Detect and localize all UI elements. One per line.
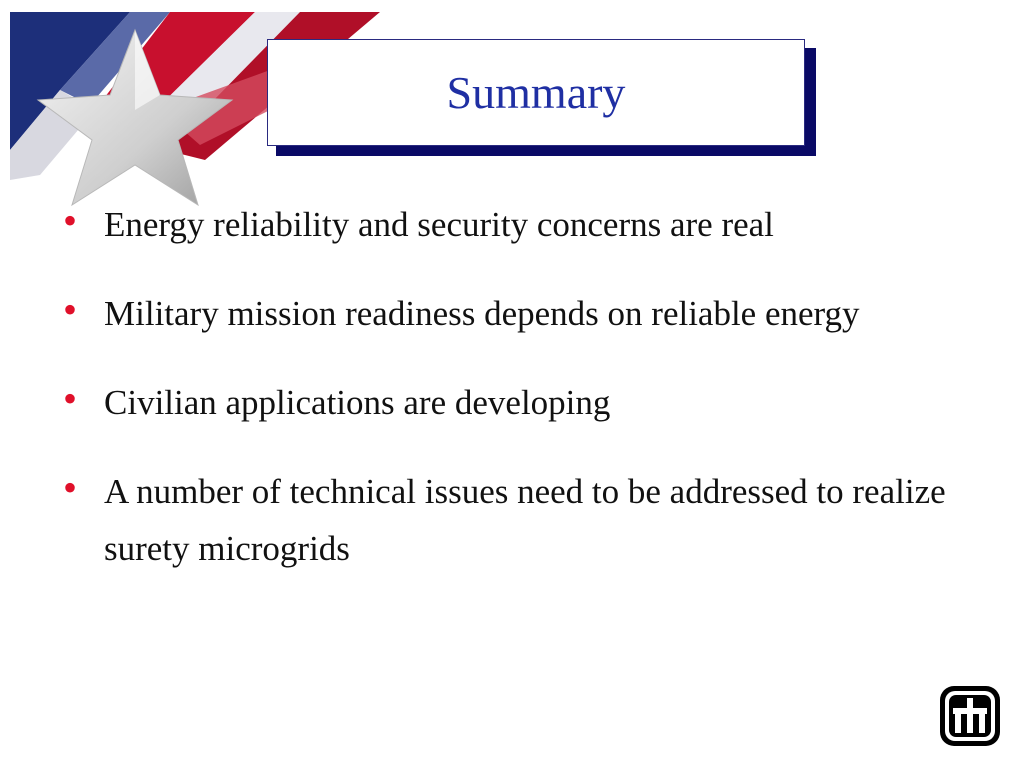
list-item: [60, 196, 990, 253]
bullet-text: Military mission readiness depends on reliable energy: [104, 294, 860, 333]
sandia-logo-icon: [938, 684, 1002, 748]
bullet-icon: •: [63, 376, 78, 421]
list-item: [60, 374, 990, 431]
bullet-icon: •: [63, 198, 78, 243]
bullet-list: [60, 196, 990, 609]
page-title: Summary: [446, 66, 626, 118]
bullet-text: Energy reliability and security concerns are real: [104, 205, 774, 244]
bullet-icon: •: [63, 465, 78, 510]
list-item: [60, 285, 990, 342]
title-box: [267, 39, 805, 146]
list-item: [60, 463, 990, 577]
bullet-text: Civilian applications are developing: [104, 383, 611, 422]
bullet-text: A number of technical issues need to be addressed to realize surety microgrids: [104, 472, 946, 568]
bullet-icon: •: [63, 287, 78, 332]
